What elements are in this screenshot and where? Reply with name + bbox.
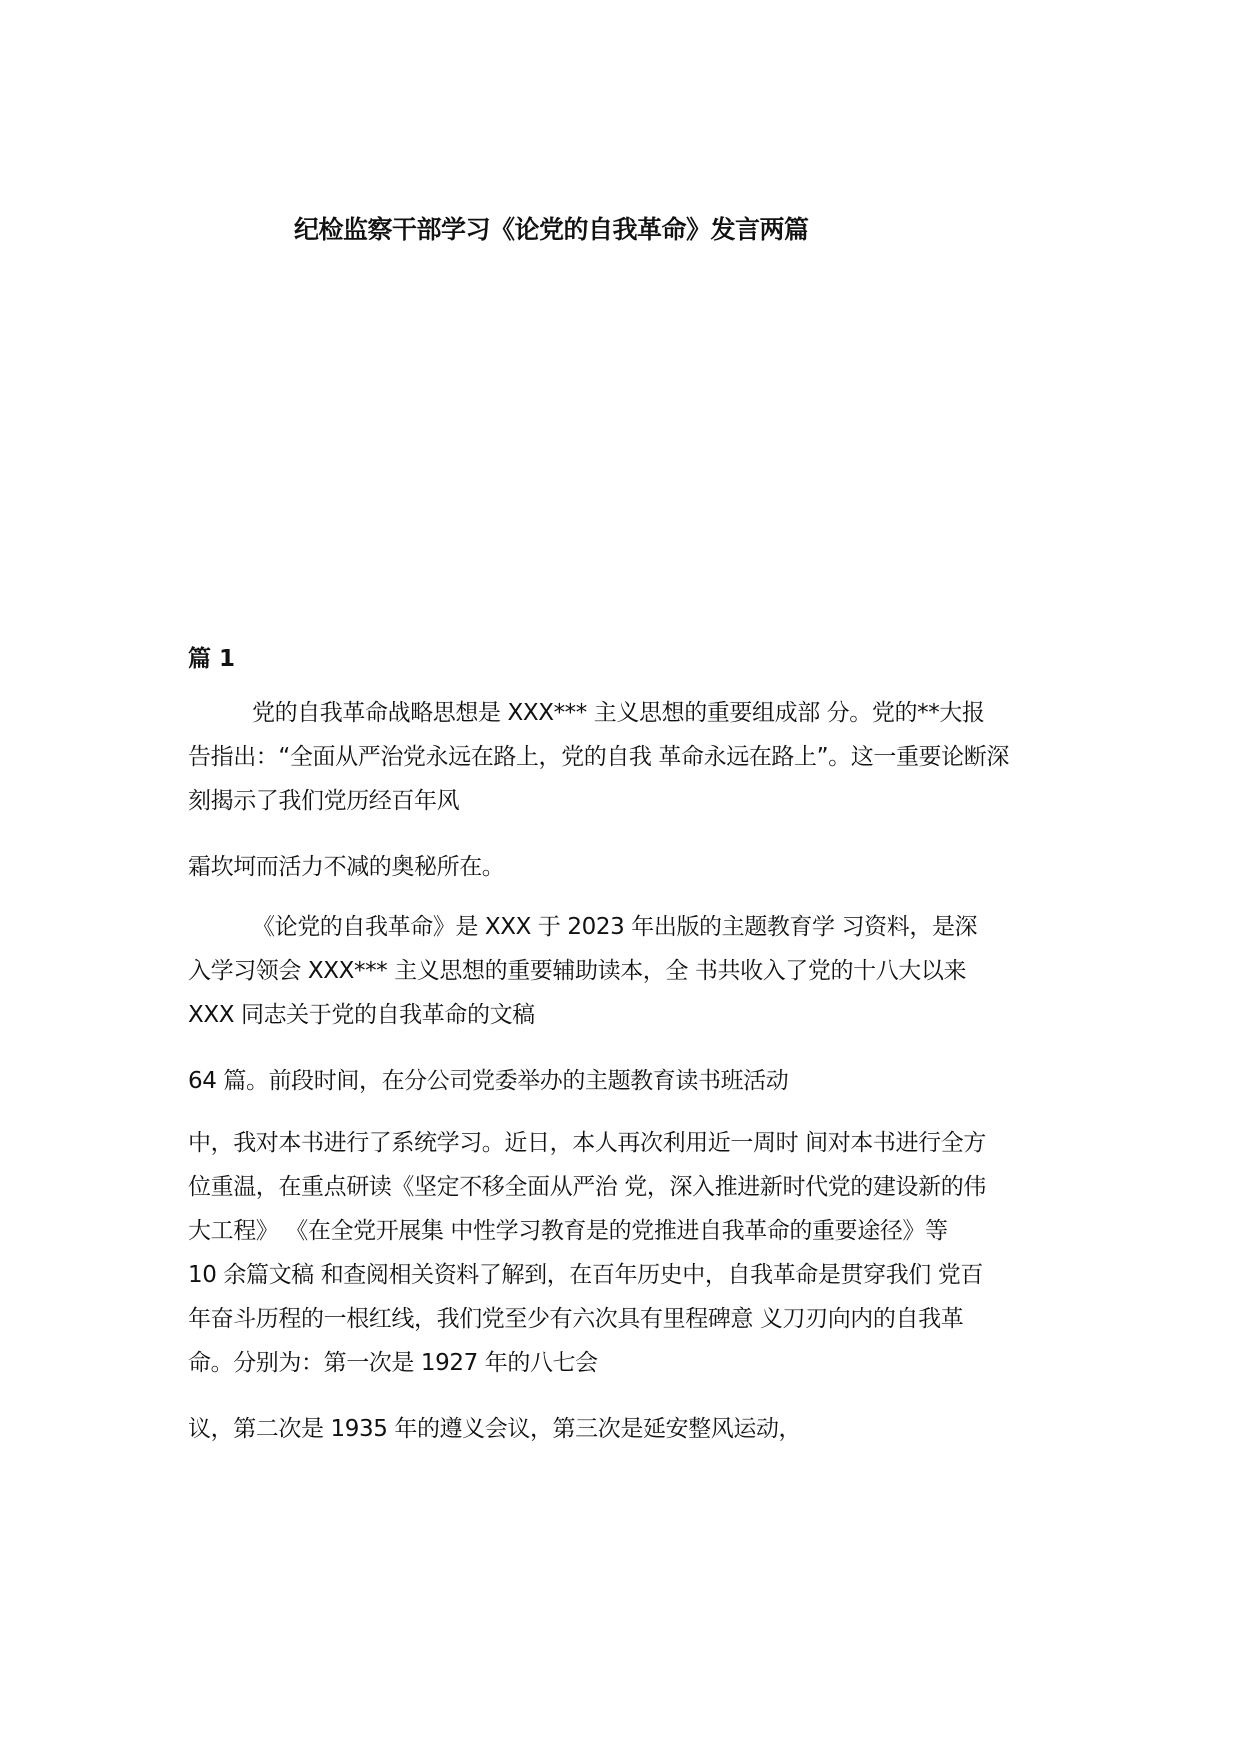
paragraph-line: 《论党的自我革命》是 XXX 于 2023 年出版的主题教育学 习资料，是深 [252, 914, 978, 940]
paragraph-line: 党的自我革命战略思想是 XXX*** 主义思想的重要组成部 分。党的**大报 [252, 700, 985, 726]
section-heading: 篇 1 [188, 646, 236, 672]
document-title: 纪检监察干部学习《论党的自我革命》发言两篇 [294, 215, 809, 244]
paragraph-line: 64 篇。前段时间，在分公司党委举办的主题教育读书班活动 [188, 1068, 789, 1094]
paragraph-line: 位重温，在重点研读《坚定不移全面从严治 党，深入推进新时代党的建设新的伟 [188, 1174, 986, 1200]
paragraph-line: 年奋斗历程的一根红线，我们党至少有六次具有里程碑意 义刀刃向内的自我革 [188, 1306, 964, 1332]
paragraph-line: 议，第二次是 1935 年的遵义会议，第三次是延安整风运动， [188, 1416, 802, 1442]
paragraph-line: XXX 同志关于党的自我革命的文稿 [188, 1002, 535, 1028]
paragraph-line: 霜坎坷而活力不减的奥秘所在。 [188, 854, 505, 880]
paragraph-line: 刻揭示了我们党历经百年风 [188, 788, 460, 814]
paragraph-line: 中，我对本书进行了系统学习。近日，本人再次利用近一周时 间对本书进行全方 [188, 1130, 986, 1156]
paragraph-line: 入学习领会 XXX*** 主义思想的重要辅助读本，全 书共收入了党的十八大以来 [188, 958, 967, 984]
paragraph-line: 命。分别为：第一次是 1927 年的八七会 [188, 1350, 598, 1376]
paragraph-line: 10 余篇文稿 和查阅相关资料了解到，在百年历史中，自我革命是贯穿我们 党百 [188, 1262, 983, 1288]
paragraph-line: 告指出：“全面从严治党永远在路上，党的自我 革命永远在路上”。这一重要论断深 [188, 744, 1009, 770]
paragraph-line: 大工程》 《在全党开展集 中性学习教育是的党推进自我革命的重要途径》等 [188, 1218, 948, 1244]
